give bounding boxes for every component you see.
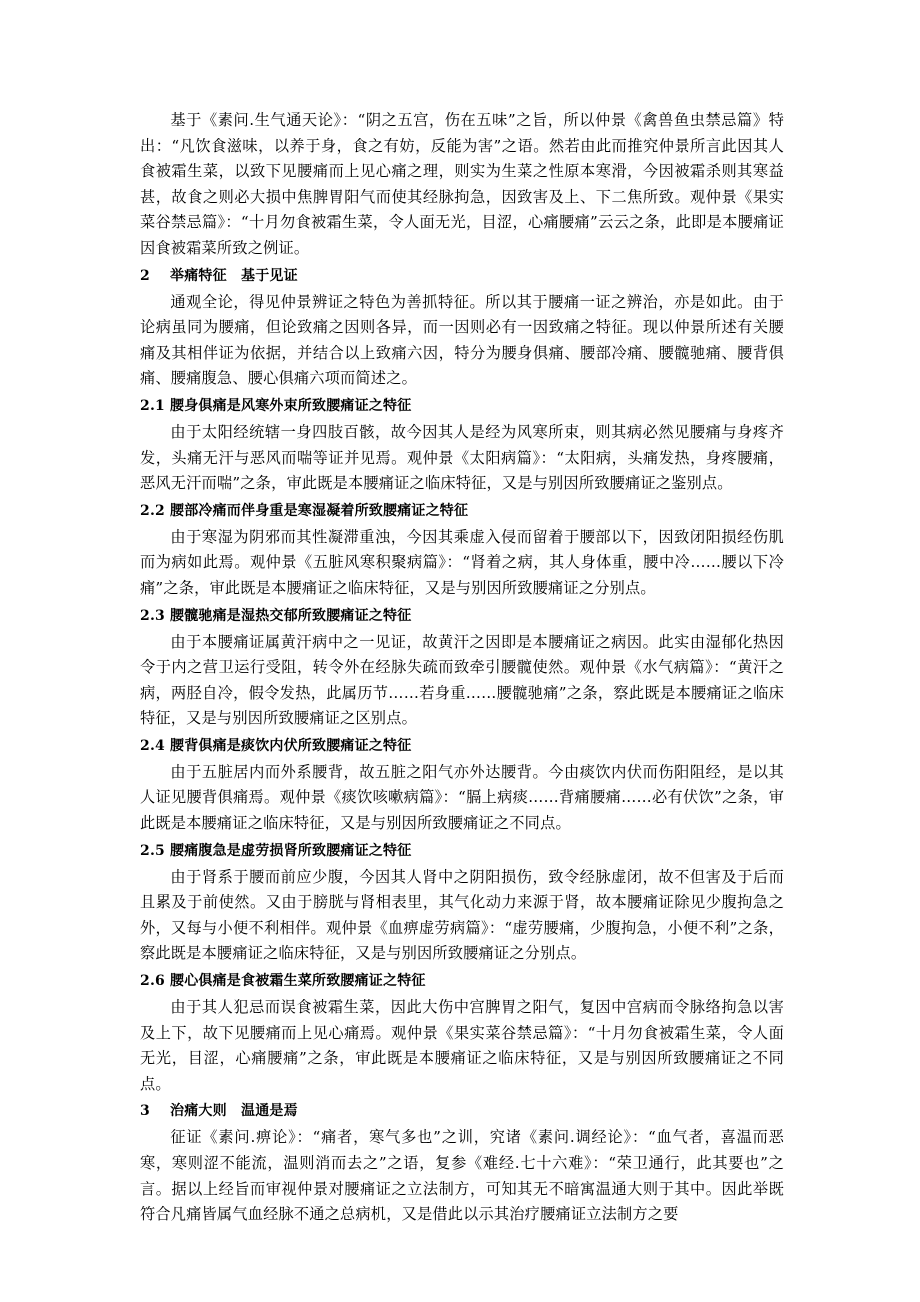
section-number: 2.4 [140, 737, 165, 754]
section-title: 腰身俱痛是风寒外束所致腰痛证之特征 [170, 397, 412, 414]
section-title: 腰痛腹急是虚劳损肾所致腰痛证之特征 [170, 842, 412, 859]
section-title: 治痛大则 温通是焉 [170, 1103, 298, 1120]
subsection-heading [140, 734, 784, 758]
section-title: 举痛特征 基于见证 [170, 267, 298, 284]
body-paragraph: 由于其人犯忌而误食被霜生菜，因此大伤中宫脾胃之阳气，复因中宫病而令脉络拘急以害及上下，故下见腰痛而上见心痛焉。观仲景《果实菜谷禁忌篇》：“十月勿食被霜生菜，令人面无光，目涩，心痛腰痛”之条，审此既是本腰痛证之临床特征，又是与别因所致腰痛证之不同点。 [140, 998, 784, 1093]
subsection-heading [140, 499, 784, 523]
body-paragraph: 由于本腰痛证属黄汗病中之一见证，故黄汗之因即是本腰痛证之病因。此实由湿郁化热因令于内之营卫运行受阻，转令外在经脉失疏而致牵引腰髋使然。观仲景《水气病篇》：“黄汗之病，两胫自冷，假令发热，此属历节……若身重……腰髋驰痛”之条，察此既是本腰痛证之临床特征，又是与别因所致腰痛证之区别点。 [140, 632, 784, 728]
section-number: 2.6 [140, 973, 165, 990]
section-title: 腰部冷痛而伴身重是寒湿凝着所致腰痛证之特征 [170, 502, 469, 519]
section-number: 2.2 [140, 502, 165, 519]
subsection-heading [140, 394, 784, 418]
section-heading [140, 264, 784, 288]
section-number: 2.5 [140, 842, 165, 859]
section-number: 3 [140, 1103, 150, 1120]
body-paragraph: 由于太阳经统辖一身四肢百骸，故今因其人是经为风寒所束，则其病必然见腰痛与身疼齐发，头痛无汗与恶风而喘等证并见焉。观仲景《太阳病篇》：“太阳病，头痛发热，身疼腰痛，恶风无汗而喘”之条，审此既是本腰痛证之临床特征，又是与别因所致腰痛证之鉴别点。 [140, 422, 784, 493]
body-paragraph: 由于五脏居内而外系腰背，故五脏之阳气亦外达腰背。今由痰饮内伏而伤阳阻经，是以其人证见腰背俱痛焉。观仲景《痰饮咳嗽病篇》：“膈上病痰……背痛腰痛……必有伏饮”之条，审此既是本腰痛证之临床特征，又是与别因所致腰痛证之不同点。 [140, 762, 784, 833]
body-paragraph: 通观全论，得见仲景辨证之特色为善抓特征。所以其于腰痛一证之辨治，亦是如此。由于论病虽同为腰痛，但论致痛之因则各异，而一因则必有一因致痛之特征。现以仲景所述有关腰痛及其相伴证为依据，并结合以上致痛六因，特分为腰身俱痛、腰部冷痛、腰髋驰痛、腰背俱痛、腰痛腹急、腰心俱痛六项而简述之。 [140, 292, 784, 388]
section-title: 腰心俱痛是食被霜生菜所致腰痛证之特征 [170, 973, 426, 990]
body-paragraph: 征证《素问.痹论》：“痛者，寒气多也”之训，究诸《素问.调经论》：“血气者，喜温而恶寒，寒则涩不能流，温则消而去之”之语，复参《难经.七十六难》：“荣卫通行，此其要也”之言。据以上经旨而审视仲景对腰痛证之立法制方，可知其无不暗寓温通大则于其中。因此举既符合凡痛皆属气血经脉不通之总病机，又是借此以示其治疗腰痛证立法制方之要 [140, 1128, 784, 1224]
section-heading [140, 1099, 784, 1123]
section-number: 2 [140, 267, 150, 284]
section-number: 2.1 [140, 397, 165, 414]
section-title: 腰背俱痛是痰饮内伏所致腰痛证之特征 [170, 737, 412, 754]
body-paragraph: 由于肾系于腰而前应少腹，今因其人肾中之阴阳损伤，致令经脉虚闭，故不但害及于后而且累及于前使然。又由于膀胱与肾相表里，其气化动力来源于肾，故本腰痛证除见少腹拘急之外，又每与小便不利相伴。观仲景《血痹虚劳病篇》：“虚劳腰痛，少腹拘急，小便不利”之条，察此既是本腰痛证之临床特征，又是与别因所致腰痛证之分别点。 [140, 867, 784, 963]
subsection-heading [140, 839, 784, 863]
body-paragraph: 基于《素问.生气通天论》：“阴之五宫，伤在五味”之旨，所以仲景《禽兽鱼虫禁忌篇》特出：“凡饮食滋味，以养于身，食之有妨，反能为害”之语。然若由此而推究仲景所言此因其人食被霜生菜，以致下见腰痛而上见心痛之理，则实为生菜之性原本寒滑，今因被霜杀则其寒益甚，故食之则必大损中焦脾胃阳气而使其经脉拘急，因致害及上、下二焦所致。观仲景《果实菜谷禁忌篇》：“十月勿食被霜生菜，令人面无光，目涩，心痛腰痛”云云之条，此即是本腰痛证因食被霜菜所致之例证。 [140, 111, 784, 257]
subsection-heading [140, 604, 784, 628]
section-number: 2.3 [140, 607, 165, 624]
body-paragraph: 由于寒湿为阴邪而其性凝滞重浊，今因其乘虚入侵而留着于腰部以下，因致闭阳损经伤肌而为病如此焉。观仲景《五脏风寒积聚病篇》：“肾着之病，其人身体重，腰中冷……腰以下冷痛”之条，审此既是本腰痛证之临床特征，又是与别因所致腰痛证之分别点。 [140, 527, 784, 597]
document-page [140, 108, 784, 1228]
subsection-heading [140, 969, 784, 993]
section-title: 腰髋驰痛是湿热交郁所致腰痛证之特征 [170, 607, 412, 624]
